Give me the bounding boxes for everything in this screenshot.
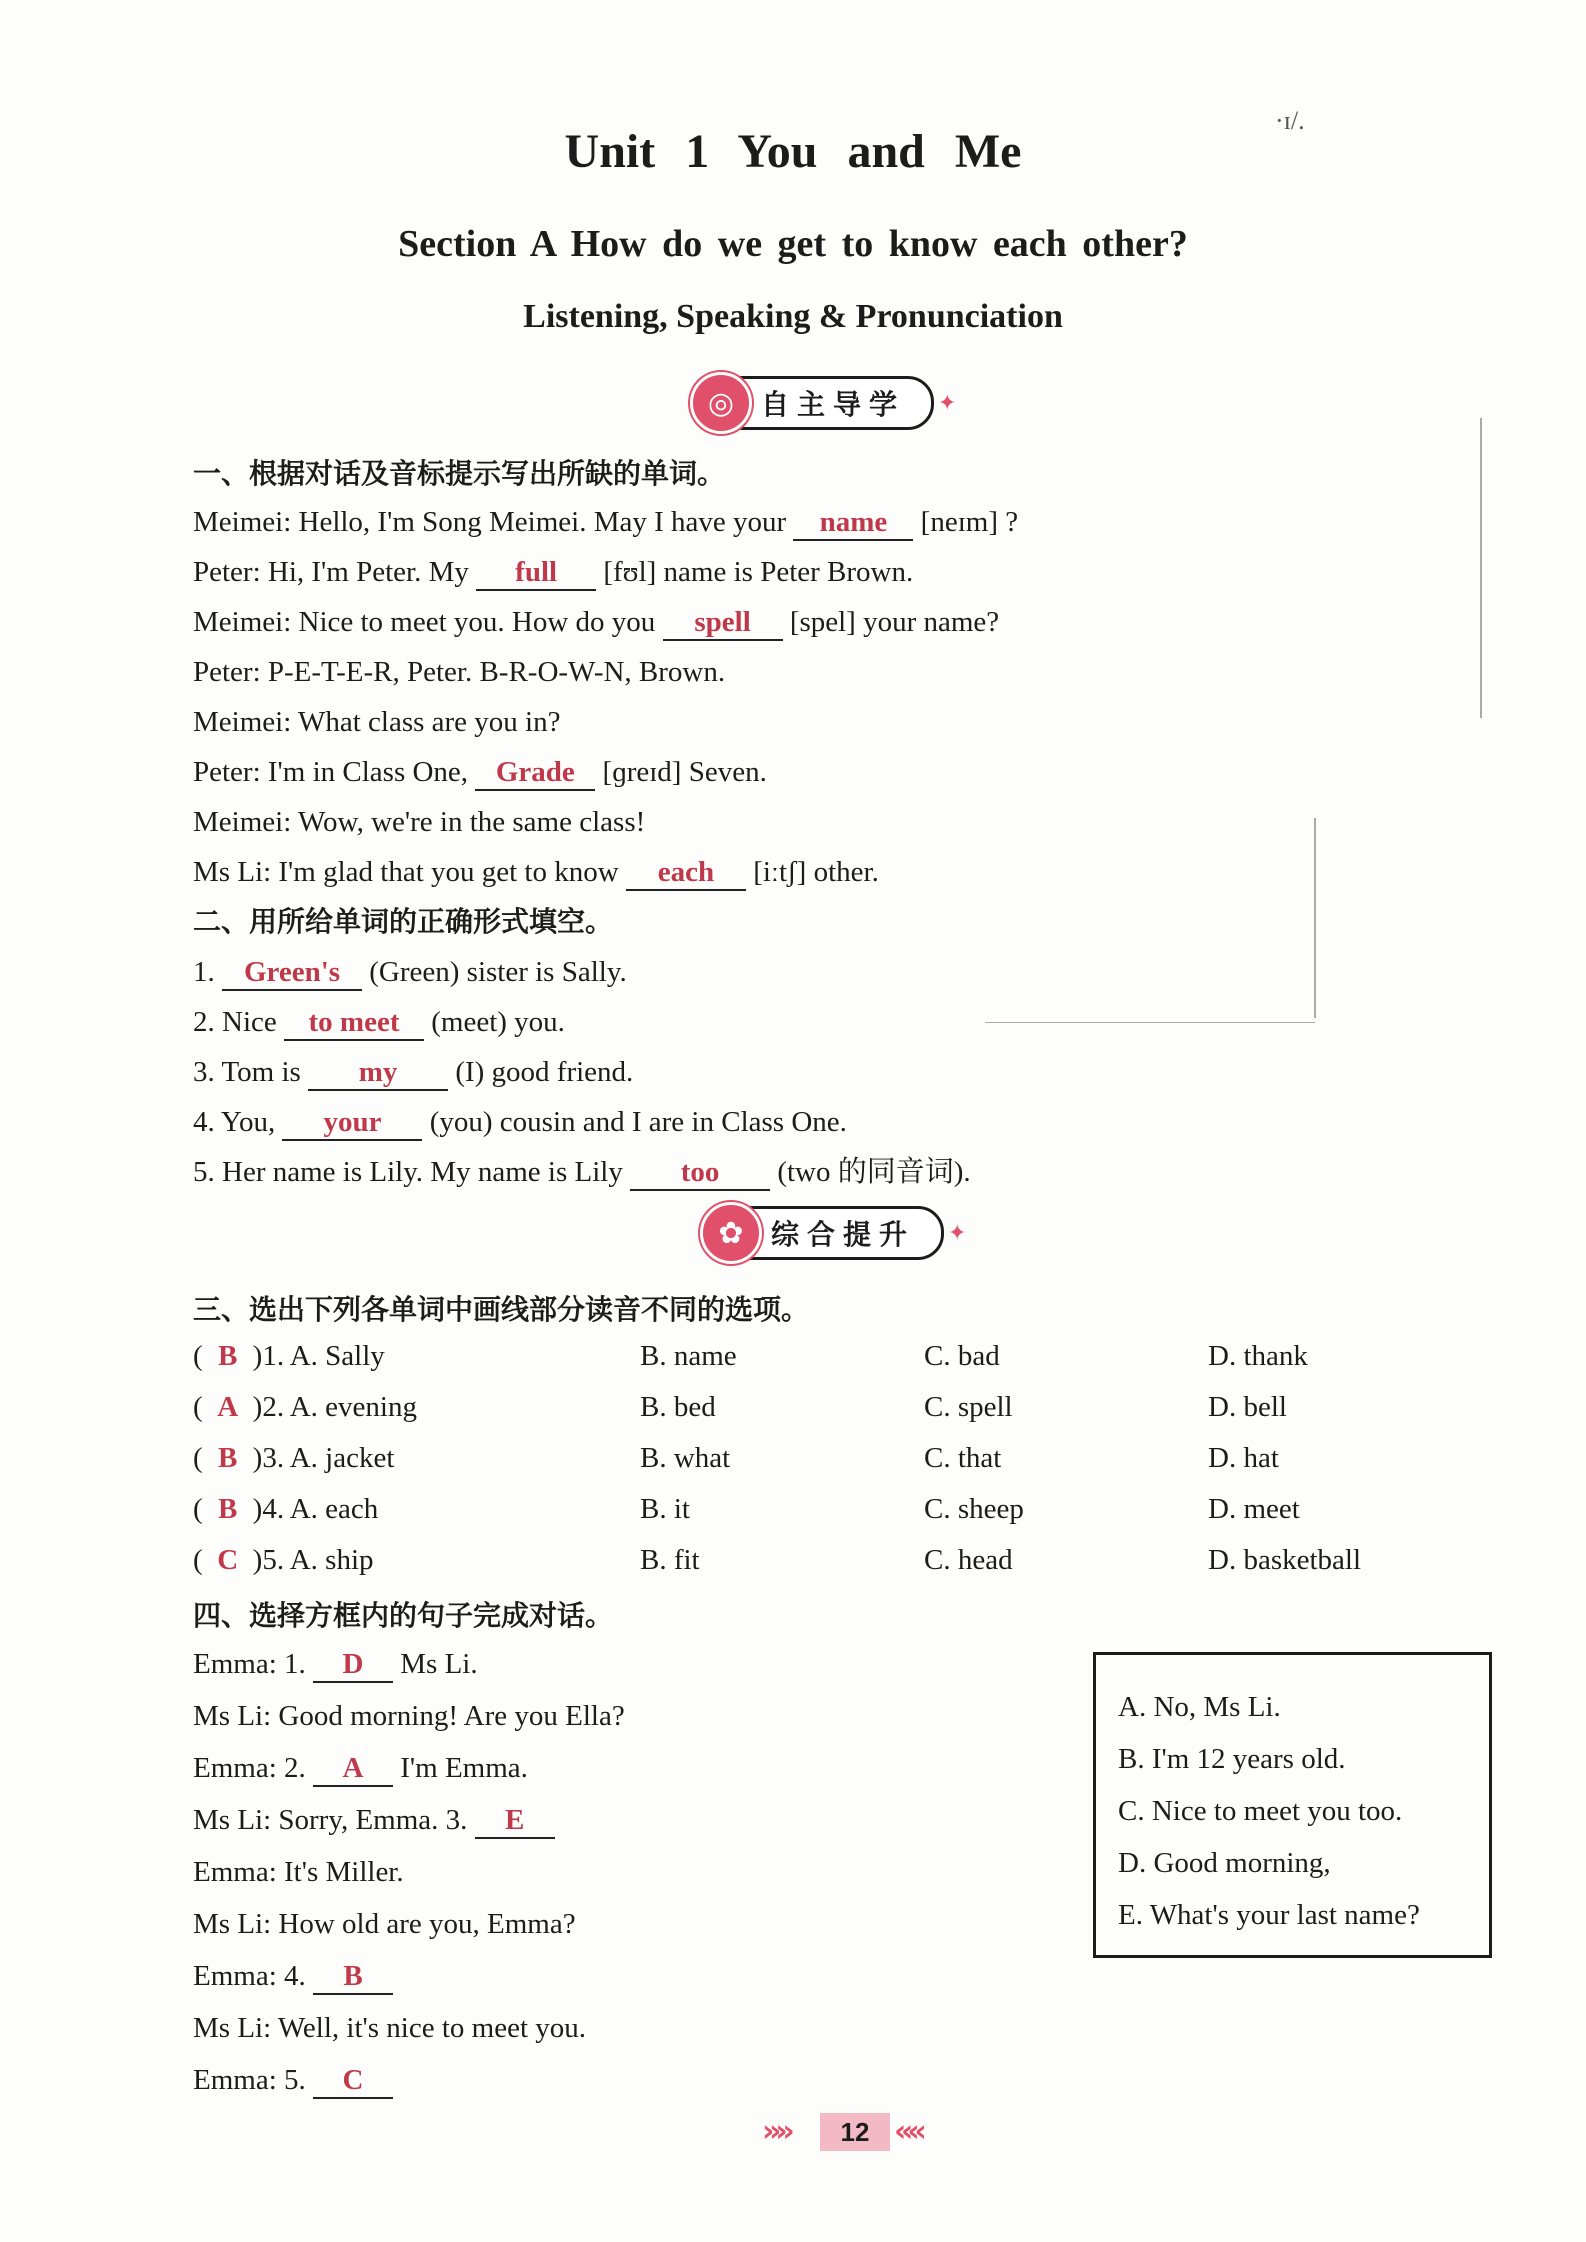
line-text: 3. Tom is xyxy=(193,1056,309,1088)
answer-blank: Green's xyxy=(222,955,362,991)
choice-a: )3. A. jacket xyxy=(252,1442,395,1474)
choice-b: B. what xyxy=(640,1442,731,1474)
part4-line xyxy=(193,2060,393,2100)
choice-d: D. bell xyxy=(1208,1391,1287,1423)
line-text: [spel] your name? xyxy=(782,606,1000,638)
choice-a: )1. A. Sally xyxy=(252,1340,385,1372)
part4-line xyxy=(193,1852,404,1892)
part2-line xyxy=(193,1102,847,1142)
choice-b: B. name xyxy=(640,1340,737,1372)
line-text: Meimei: What class are you in? xyxy=(193,706,561,738)
choice-b: B. it xyxy=(640,1493,690,1525)
part3-heading: 三、选出下列各单词中画线部分读音不同的选项。 xyxy=(193,1293,810,1326)
choice-answer: B xyxy=(218,1340,238,1372)
choice-answer: A xyxy=(217,1391,239,1423)
open-paren: ( xyxy=(193,1544,203,1576)
choice-question xyxy=(193,1442,394,1475)
part1-line xyxy=(193,552,913,592)
self-study-banner xyxy=(690,378,956,428)
choice-d: D. basketball xyxy=(1208,1544,1362,1576)
option-e: E. What's your last name? xyxy=(1118,1899,1420,1931)
chevron-right-icon: »» xyxy=(762,2114,789,2149)
line-text: Peter: Hi, I'm Peter. My xyxy=(193,556,477,588)
margin-mark: ·ɪ/. xyxy=(1275,106,1305,135)
line-text: Emma: 1. xyxy=(193,1648,314,1680)
line-text: (two 的同音词). xyxy=(770,1156,971,1188)
comprehensive-banner xyxy=(700,1208,966,1258)
line-text: Emma: 4. xyxy=(193,1960,314,1992)
line-text: 4. You, xyxy=(193,1106,283,1138)
part1-line xyxy=(193,702,560,742)
choice-answer: B xyxy=(218,1442,238,1474)
line-text: Ms Li: I'm glad that you get to know xyxy=(193,856,626,888)
part4-line xyxy=(193,1904,576,1944)
choice-c: C. sheep xyxy=(924,1493,1024,1525)
choice-c: C. bad xyxy=(924,1340,1000,1372)
part2-line xyxy=(193,952,627,992)
unit-title: Unit 1 You and Me xyxy=(564,125,1022,178)
line-text: (meet) you. xyxy=(424,1006,565,1038)
choice-answer: B xyxy=(218,1493,238,1525)
answer-blank: E xyxy=(475,1803,555,1839)
line-text: Emma: 5. xyxy=(193,2064,314,2096)
part4-line xyxy=(193,1644,478,1684)
answer-blank: spell xyxy=(663,605,783,641)
option-c: C. Nice to meet you too. xyxy=(1118,1795,1403,1827)
comprehensive-banner-label: 综合提升 xyxy=(722,1206,944,1260)
line-text: (you) cousin and I are in Class One. xyxy=(422,1106,847,1138)
choice-c: C. head xyxy=(924,1544,1013,1576)
part4-line xyxy=(193,2008,586,2048)
part4-line xyxy=(193,1696,625,1736)
part4-line xyxy=(193,1956,393,1996)
line-text: (Green) sister is Sally. xyxy=(362,956,627,988)
answer-blank: each xyxy=(626,855,746,891)
answer-blank: to meet xyxy=(284,1005,424,1041)
answer-blank: name xyxy=(793,505,913,541)
answer-blank: your xyxy=(282,1105,422,1141)
answer-blank: my xyxy=(308,1055,448,1091)
part1-heading: 一、根据对话及音标提示写出所缺的单词。 xyxy=(193,457,726,490)
part1-line xyxy=(193,602,999,642)
choice-answer: C xyxy=(217,1544,239,1576)
part4-line xyxy=(193,1800,555,1840)
answer-blank: A xyxy=(313,1751,393,1787)
answer-blank: B xyxy=(313,1959,393,1995)
self-study-banner-label: 自主导学 xyxy=(712,376,934,430)
open-paren: ( xyxy=(193,1442,203,1474)
line-text: Ms Li: Well, it's nice to meet you. xyxy=(193,2012,587,2044)
line-text: Meimei: Wow, we're in the same class! xyxy=(193,806,646,838)
star-icon: ✦ xyxy=(938,390,957,415)
part4-line xyxy=(193,1748,528,1788)
answer-blank: full xyxy=(476,555,596,591)
line-text: (I) good friend. xyxy=(448,1056,634,1088)
line-text: Peter: P-E-T-E-R, Peter. B-R-O-W-N, Brown. xyxy=(193,656,726,688)
line-text: [neɪm] ? xyxy=(913,506,1019,538)
scan-line xyxy=(1480,418,1482,718)
scan-line xyxy=(985,1022,1315,1023)
star-icon: ✦ xyxy=(948,1220,967,1245)
choice-a: )4. A. each xyxy=(252,1493,379,1525)
option-d: D. Good morning, xyxy=(1118,1847,1331,1879)
line-text: [fʊl] name is Peter Brown. xyxy=(596,556,914,588)
part2-line xyxy=(193,1152,971,1192)
line-text: [iːtʃ] other. xyxy=(745,856,879,888)
part2-heading: 二、用所给单词的正确形式填空。 xyxy=(193,905,614,938)
answer-blank: C xyxy=(313,2063,393,2099)
choice-a: )2. A. evening xyxy=(252,1391,417,1423)
scan-line xyxy=(1314,818,1316,1018)
option-b: B. I'm 12 years old. xyxy=(1118,1743,1346,1775)
choice-question xyxy=(193,1493,378,1526)
open-paren: ( xyxy=(193,1340,203,1372)
part1-line xyxy=(193,802,645,842)
line-text: Ms Li: Good morning! Are you Ella? xyxy=(193,1700,625,1732)
line-text: 1. xyxy=(193,956,222,988)
line-text: 5. Her name is Lily. My name is Lily xyxy=(193,1156,631,1188)
line-text: Meimei: Hello, I'm Song Meimei. May I have your xyxy=(193,506,794,538)
choice-a: )5. A. ship xyxy=(252,1544,374,1576)
flower-emblem-icon: ✿ xyxy=(700,1202,762,1264)
page-subtitle: Listening, Speaking & Pronunciation xyxy=(523,298,1063,335)
section-title: Section A How do we get to know each other? xyxy=(398,223,1188,265)
line-text: Meimei: Nice to meet you. How do you xyxy=(193,606,663,638)
part4-heading: 四、选择方框内的句子完成对话。 xyxy=(193,1599,614,1632)
choice-question xyxy=(193,1544,374,1577)
line-text: Emma: 2. xyxy=(193,1752,314,1784)
choice-question xyxy=(193,1391,417,1424)
line-text: [ɡreɪd] Seven. xyxy=(595,756,767,788)
line-text: Emma: It's Miller. xyxy=(193,1856,404,1888)
options-box xyxy=(1093,1652,1492,1958)
answer-blank: too xyxy=(630,1155,770,1191)
answer-blank: D xyxy=(313,1647,393,1683)
choice-d: D. thank xyxy=(1208,1340,1308,1372)
line-text: 2. Nice xyxy=(193,1006,284,1038)
choice-b: B. bed xyxy=(640,1391,716,1423)
choice-d: D. meet xyxy=(1208,1493,1300,1525)
part2-line xyxy=(193,1052,633,1092)
choice-b: B. fit xyxy=(640,1544,700,1576)
line-text: Ms Li: Sorry, Emma. 3. xyxy=(193,1804,475,1836)
option-a: A. No, Ms Li. xyxy=(1118,1691,1281,1723)
page-number: 12 xyxy=(820,2113,890,2151)
part1-line xyxy=(193,752,767,792)
spiral-emblem-icon: ◎ xyxy=(690,372,752,434)
chevron-left-icon: «« xyxy=(894,2114,921,2149)
line-text: I'm Emma. xyxy=(393,1752,528,1784)
part1-line xyxy=(193,652,725,692)
choice-question xyxy=(193,1340,385,1373)
line-text: Ms Li: How old are you, Emma? xyxy=(193,1908,576,1940)
line-text: Peter: I'm in Class One, xyxy=(193,756,476,788)
open-paren: ( xyxy=(193,1391,203,1423)
choice-c: C. spell xyxy=(924,1391,1013,1423)
part1-line xyxy=(193,852,879,892)
line-text: Ms Li. xyxy=(393,1648,478,1680)
part2-line xyxy=(193,1002,565,1042)
choice-c: C. that xyxy=(924,1442,1002,1474)
part1-line xyxy=(193,502,1018,542)
choice-d: D. hat xyxy=(1208,1442,1279,1474)
answer-blank: Grade xyxy=(475,755,595,791)
open-paren: ( xyxy=(193,1493,203,1525)
